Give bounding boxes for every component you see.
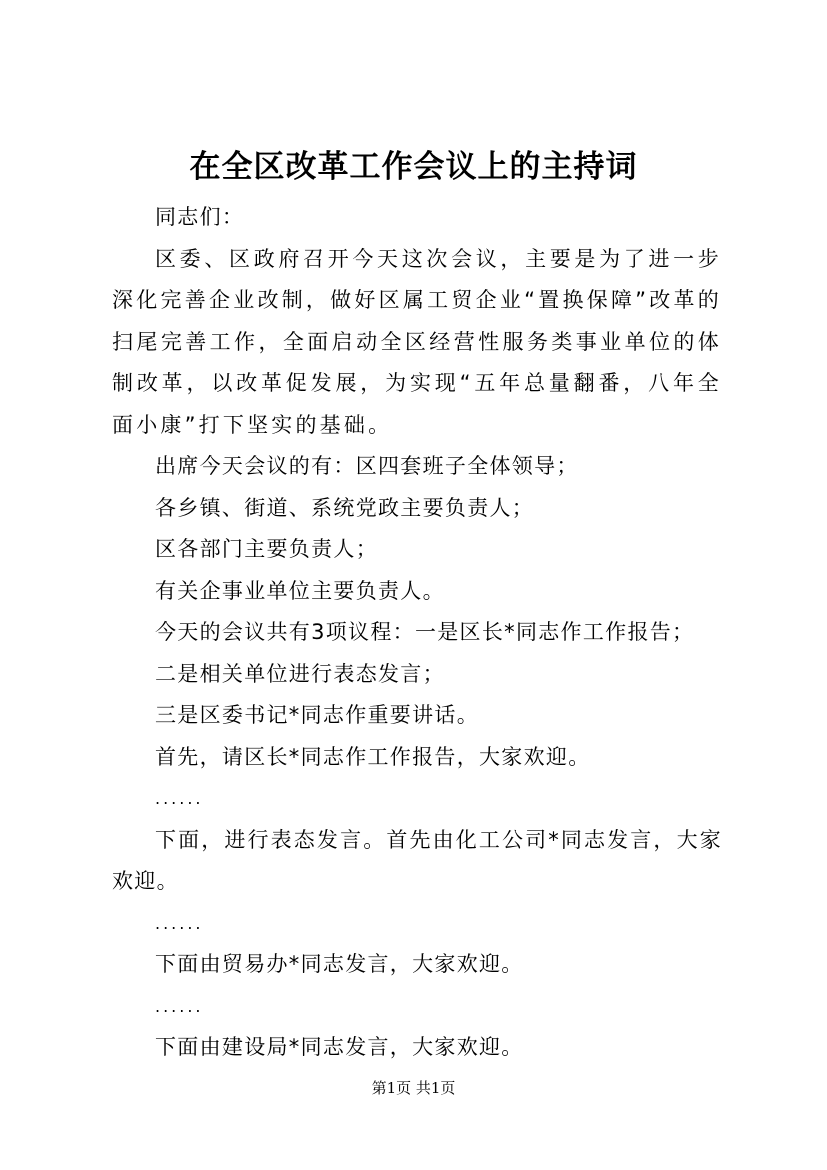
ellipsis: ...... — [155, 996, 204, 1016]
paragraph-intro: 区委、区政府召开今天这次会议，主要是为了进一步深化完善企业改制，做好区属工贸企业“置换保障”改革的扫尾完善工作，全面启动全区经营性服务类事业单位的体制改革，以改革促发展，为实现“五年总量翻番，八年全面小康”打下坚实的基础。 — [112, 246, 722, 437]
paragraph-speech-chemical: 下面，进行表态发言。首先由化工公司*同志发言，大家欢迎。 — [112, 827, 722, 893]
paragraph-attendees: 出席今天会议的有：区四套班子全体领导； — [155, 454, 579, 478]
paragraph-agenda-item-3: 三是区委书记*同志作重要讲话。 — [155, 703, 479, 727]
paragraph-report: 首先，请区长*同志作工作报告，大家欢迎。 — [155, 744, 591, 769]
paragraph-attendees-enterprises: 有关企事业单位主要负责人。 — [155, 578, 445, 603]
ellipsis: ...... — [155, 789, 204, 808]
paragraph-attendees-departments: 区各部门主要负责人； — [155, 537, 378, 561]
ellipsis: ...... — [155, 913, 204, 933]
document-title: 在全区改革工作会议上的主持词 — [189, 149, 638, 185]
paragraph-speech-construction: 下面由建设局*同志发言，大家欢迎。 — [155, 1035, 524, 1059]
paragraph-agenda: 今天的会议共有3项议程：一是区长*同志作工作报告； — [155, 620, 695, 644]
paragraph-speech-trade: 下面由贸易办*同志发言，大家欢迎。 — [155, 952, 524, 976]
salutation: 同志们： — [155, 205, 245, 229]
document-body — [112, 197, 722, 1069]
paragraph-agenda-item-2: 二是相关单位进行表态发言； — [155, 661, 445, 686]
page-number: 第1页 共1页 — [371, 1079, 456, 1097]
paragraph-attendees-towns: 各乡镇、街道、系统党政主要负责人； — [155, 495, 535, 520]
